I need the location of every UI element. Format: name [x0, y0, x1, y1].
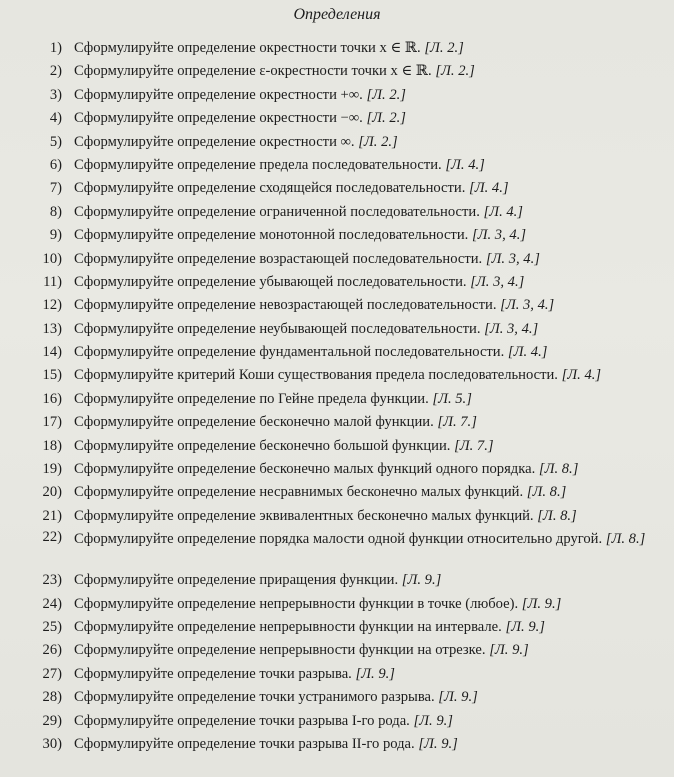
item-text: Сформулируйте определение точки разрыва I-го рода. — [74, 712, 410, 729]
item-text-wrap — [74, 318, 656, 341]
item-text-wrap — [74, 411, 656, 434]
item-text-wrap — [74, 686, 656, 709]
item-text-wrap — [74, 37, 656, 60]
item-text-wrap — [74, 639, 656, 662]
item-text: Сформулируйте определение точки разрыва. — [74, 665, 352, 682]
item-text: Сформулируйте критерий Коши существования предела последовательности. — [74, 367, 558, 384]
item-reference: [Л. 2.] — [366, 86, 406, 103]
item-number: 15) — [42, 367, 62, 384]
list-item — [0, 639, 674, 662]
item-text-wrap — [74, 569, 656, 592]
item-text: Сформулируйте определение по Гейне предела функции. — [74, 390, 429, 407]
list-item — [0, 107, 674, 130]
list-item — [0, 528, 674, 569]
item-text: Сформулируйте определение бесконечно малых функций одного порядка. — [74, 461, 536, 478]
item-number: 3) — [49, 86, 62, 103]
item-reference: [Л. 5.] — [432, 390, 472, 407]
item-number: 20) — [42, 484, 62, 501]
item-reference: [Л. 2.] — [424, 40, 464, 56]
list-item — [0, 154, 674, 177]
item-text: Сформулируйте определение бесконечно большой функции. — [74, 437, 451, 454]
item-text-wrap — [74, 201, 656, 224]
item-number: 10) — [42, 250, 62, 267]
item-number: 7) — [49, 180, 62, 197]
item-reference: [Л. 9.] — [413, 712, 453, 729]
list-item — [0, 733, 674, 756]
item-text-wrap — [74, 84, 656, 107]
page-title: Определения — [293, 6, 381, 23]
item-reference: [Л. 2.] — [435, 63, 475, 80]
item-text: Сформулируйте определение точки разрыва II-го рода. — [74, 735, 415, 752]
item-text-wrap — [74, 435, 656, 458]
item-reference: [Л. 9.] — [521, 595, 562, 612]
item-text-wrap — [74, 616, 656, 639]
list-item — [0, 84, 674, 107]
list-item — [0, 364, 674, 387]
item-text-wrap — [74, 271, 656, 294]
item-text-wrap — [74, 248, 656, 271]
item-text: Сформулируйте определение окрестности ∞. — [74, 133, 355, 150]
item-reference: [Л. 8.] — [605, 531, 646, 548]
item-reference: [Л. 4.] — [445, 156, 485, 173]
item-text: Сформулируйте определение ε-окрестности точки x ∈ ℝ. — [74, 63, 432, 80]
list-item — [0, 37, 674, 60]
item-text: Сформулируйте определение точки устранимого разрыва. — [74, 689, 435, 706]
item-text: Сформулируйте определение невозрастающей последовательности. — [74, 297, 497, 314]
list-item — [0, 616, 674, 639]
list-item — [0, 710, 674, 733]
list-item — [0, 131, 674, 154]
item-number: 25) — [42, 618, 62, 635]
item-text: Сформулируйте определение возрастающей последовательности. — [74, 250, 483, 267]
item-number: 29) — [42, 712, 62, 729]
item-text-wrap — [74, 388, 656, 411]
item-number: 1) — [49, 40, 62, 56]
item-text-wrap — [74, 481, 656, 504]
item-number: 6) — [49, 156, 62, 173]
item-reference: [Л. 3, 4.] — [470, 273, 525, 290]
item-reference: [Л. 3, 4.] — [485, 250, 540, 267]
item-text: Сформулируйте определение окрестности −∞. — [74, 110, 363, 127]
list-item — [0, 318, 674, 341]
item-reference: [Л. 2.] — [358, 133, 398, 150]
item-text-wrap — [74, 177, 656, 200]
item-reference: [Л. 3, 4.] — [500, 297, 555, 314]
item-text-wrap — [74, 505, 656, 528]
item-number: 17) — [42, 414, 62, 431]
item-number: 8) — [49, 203, 62, 220]
item-reference: [Л. 9.] — [438, 689, 478, 706]
item-text: Сформулируйте определение предела последовательности. — [74, 156, 442, 173]
definitions-list — [0, 37, 674, 756]
item-text-wrap — [74, 341, 656, 364]
item-number: 12) — [42, 297, 62, 314]
item-number: 21) — [42, 507, 62, 524]
item-number: 22) — [42, 529, 62, 546]
item-reference: [Л. 4.] — [561, 367, 602, 384]
item-number: 28) — [42, 689, 62, 706]
item-text: Сформулируйте определение неубывающей последовательности. — [74, 320, 481, 337]
item-text-wrap — [74, 131, 656, 154]
item-number: 16) — [42, 390, 62, 407]
list-item — [0, 201, 674, 224]
list-item — [0, 663, 674, 686]
item-text-wrap — [74, 710, 656, 733]
item-text: Сформулируйте определение окрестности точки x ∈ ℝ. — [74, 40, 421, 56]
item-text-wrap — [74, 107, 656, 130]
item-text: Сформулируйте определение несравнимых бесконечно малых функций. — [74, 484, 524, 501]
list-item — [0, 458, 674, 481]
item-text: Сформулируйте определение эквивалентных бесконечно малых функций. — [74, 507, 534, 524]
list-item — [0, 411, 674, 434]
item-text-wrap — [74, 224, 656, 247]
item-number: 18) — [42, 437, 62, 454]
list-item — [0, 248, 674, 271]
item-text-wrap — [74, 154, 656, 177]
list-item — [0, 177, 674, 200]
item-text-wrap — [74, 458, 656, 481]
item-number: 4) — [49, 110, 62, 127]
item-reference: [Л. 9.] — [355, 665, 395, 682]
list-item — [0, 481, 674, 504]
item-reference: [Л. 9.] — [418, 735, 458, 752]
item-text: Сформулируйте определение непрерывности функции на отрезке. — [74, 642, 486, 659]
item-text-wrap — [74, 593, 656, 616]
item-reference: [Л. 9.] — [489, 642, 529, 659]
list-item — [0, 435, 674, 458]
item-text: Сформулируйте определение сходящейся последовательности. — [74, 180, 466, 197]
list-item — [0, 224, 674, 247]
list-item — [0, 569, 674, 592]
item-reference: [Л. 3, 4.] — [484, 320, 539, 337]
item-text-wrap — [74, 60, 656, 83]
item-number: 11) — [43, 273, 62, 290]
list-item — [0, 388, 674, 411]
item-text: Сформулируйте определение фундаментальной последовательности. — [74, 344, 505, 361]
item-reference: [Л. 3, 4.] — [471, 227, 527, 244]
list-item — [0, 294, 674, 317]
list-item — [0, 341, 674, 364]
item-number: 9) — [49, 227, 62, 244]
list-item — [0, 505, 674, 528]
item-number: 19) — [42, 461, 62, 478]
item-reference: [Л. 4.] — [469, 180, 509, 197]
item-text: Сформулируйте определение порядка малости одной функции относительно другой. — [74, 531, 603, 548]
item-text-wrap — [74, 733, 656, 756]
item-text: Сформулируйте определение непрерывности функции на интервале. — [74, 618, 502, 635]
item-text-wrap — [74, 294, 656, 317]
list-item — [0, 60, 674, 83]
item-text: Сформулируйте определение ограниченной последовательности. — [74, 203, 480, 220]
item-reference: [Л. 7.] — [454, 437, 494, 454]
item-number: 26) — [42, 642, 62, 659]
item-number: 5) — [49, 133, 62, 150]
item-text: Сформулируйте определение окрестности +∞. — [74, 86, 363, 103]
item-reference: [Л. 9.] — [505, 618, 545, 635]
item-text-wrap — [74, 364, 656, 387]
item-text: Сформулируйте определение приращения функции. — [74, 572, 399, 589]
list-item — [0, 593, 674, 616]
item-text-wrap — [74, 530, 656, 549]
item-reference: [Л. 4.] — [507, 344, 548, 361]
item-number: 23) — [42, 572, 62, 589]
item-reference: [Л. 9.] — [401, 572, 442, 589]
item-reference: [Л. 4.] — [483, 203, 523, 220]
item-number: 14) — [42, 344, 62, 361]
item-reference: [Л. 2.] — [366, 110, 406, 127]
item-reference: [Л. 8.] — [537, 507, 577, 524]
list-item — [0, 686, 674, 709]
item-number: 2) — [49, 63, 62, 80]
item-text: Сформулируйте определение убывающей последовательности. — [74, 273, 467, 290]
item-number: 27) — [42, 665, 62, 682]
item-text: Сформулируйте определение непрерывности функции в точке (любое). — [74, 595, 519, 612]
item-text: Сформулируйте определение монотонной последовательности. — [74, 227, 469, 244]
item-number: 30) — [42, 735, 62, 752]
item-reference: [Л. 7.] — [437, 414, 477, 431]
item-number: 13) — [42, 320, 62, 337]
item-text: Сформулируйте определение бесконечно малой функции. — [74, 414, 434, 431]
list-item — [0, 271, 674, 294]
item-reference: [Л. 8.] — [538, 461, 579, 478]
item-number: 24) — [42, 595, 62, 612]
item-reference: [Л. 8.] — [526, 484, 567, 501]
item-text-wrap — [74, 663, 656, 686]
